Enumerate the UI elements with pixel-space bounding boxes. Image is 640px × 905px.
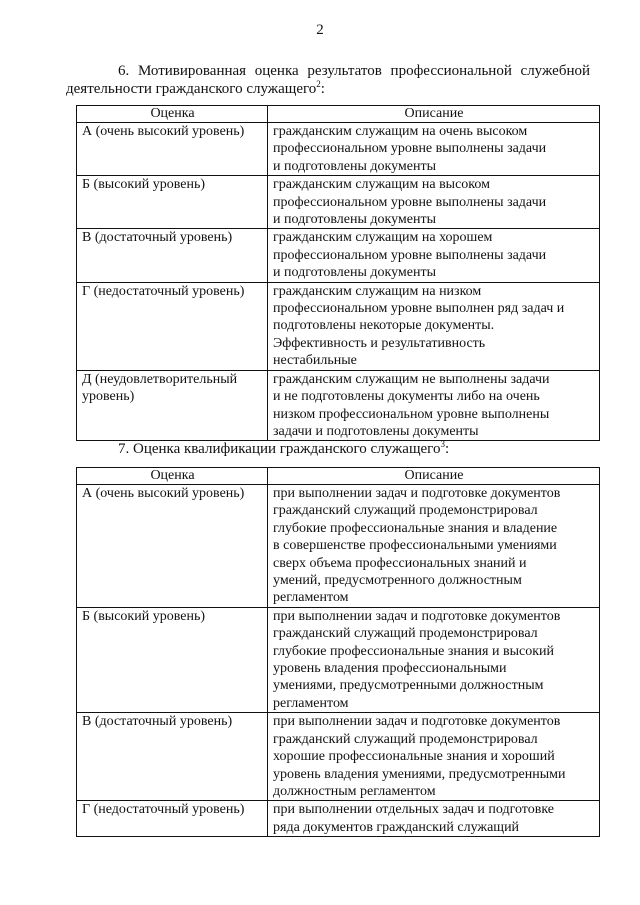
description-line: подготовлены некоторые документы. <box>273 318 495 334</box>
description-cell <box>268 229 600 282</box>
column-header-grade: Оценка <box>77 106 268 123</box>
table-row <box>77 801 600 837</box>
grade-cell: А (очень высокий уровень) <box>77 485 268 608</box>
footnote-reference: 2 <box>316 79 321 89</box>
column-header-grade: Оценка <box>77 468 268 485</box>
description-cell <box>268 370 600 441</box>
heading-colon: : <box>444 441 450 457</box>
description-line: нестабильные <box>273 353 357 369</box>
table-row <box>77 485 600 608</box>
description-line: и подготовлены документы <box>273 265 437 281</box>
description-line: профессиональном уровне выполнен ряд задач и <box>273 301 565 317</box>
description-line: умениями, предусмотренными должностным <box>273 678 544 694</box>
description-cell <box>268 123 600 176</box>
table-row <box>77 607 600 712</box>
grade-cell: Д (неудовлетворительный уровень) <box>77 370 268 441</box>
grade-cell: Г (недостаточный уровень) <box>77 282 268 370</box>
table-body <box>77 485 600 837</box>
description-line: гражданским служащим на высоком <box>273 177 490 193</box>
description-line: должностным регламентом <box>273 783 436 799</box>
description-cell <box>268 713 600 801</box>
description-line: уровень владения профессиональными <box>273 661 507 677</box>
grade-cell: В (достаточный уровень) <box>77 229 268 282</box>
description-line: гражданский служащий продемонстрировал <box>273 626 538 642</box>
description-line: сверх объема профессиональных знаний и <box>273 555 527 571</box>
table-row <box>77 176 600 229</box>
page-number: 2 <box>316 22 324 38</box>
description-line: при выполнении задач и подготовке документов <box>273 608 561 624</box>
description-line: профессиональном уровне выполнены задачи <box>273 194 547 210</box>
description-cell <box>268 176 600 229</box>
description-cell <box>268 801 600 837</box>
qualification-evaluation-table <box>76 467 600 837</box>
section-6-heading <box>66 62 590 98</box>
description-line: задачи и подготовлены документы <box>273 423 479 439</box>
description-line: регламентом <box>273 590 349 606</box>
description-line: гражданским служащим на очень высоком <box>273 124 528 139</box>
grade-cell: А (очень высокий уровень) <box>77 123 268 176</box>
section-7-heading <box>118 440 588 458</box>
description-cell <box>268 607 600 712</box>
description-line: и подготовлены документы <box>273 212 437 228</box>
description-line: низком профессиональном уровне выполнены <box>273 406 550 422</box>
table-row <box>77 229 600 282</box>
column-header-description: Описание <box>268 106 600 123</box>
description-line: при выполнении отдельных задач и подготовке <box>273 802 555 818</box>
description-line: и подготовлены документы <box>273 158 437 174</box>
description-line: ряда документов гражданский служащий <box>273 819 520 835</box>
grade-cell: В (достаточный уровень) <box>77 713 268 801</box>
grade-cell: Г (недостаточный уровень) <box>77 801 268 837</box>
column-header-description: Описание <box>268 468 600 485</box>
table-row <box>77 282 600 370</box>
table-header-row <box>77 106 600 123</box>
grade-cell: Б (высокий уровень) <box>77 176 268 229</box>
table-row <box>77 370 600 441</box>
table-body <box>77 123 600 441</box>
description-line: регламентом <box>273 695 349 711</box>
description-line: гражданским служащим не выполнены задачи <box>273 371 550 387</box>
section-6-heading-line-2 <box>66 80 590 98</box>
table-row <box>77 123 600 176</box>
description-line: при выполнении задач и подготовке документов <box>273 714 561 730</box>
description-cell <box>268 282 600 370</box>
table-row <box>77 713 600 801</box>
section-6-heading-text: деятельности гражданского служащего <box>66 81 317 97</box>
description-cell <box>268 485 600 608</box>
table-header-row <box>77 468 600 485</box>
description-line: хорошие профессиональные знания и хороший <box>273 749 555 765</box>
description-line: умений, предусмотренного должностным <box>273 573 522 589</box>
description-line: Эффективность и результативность <box>273 335 486 351</box>
description-line: гражданский служащий продемонстрировал <box>273 731 538 747</box>
description-line: уровень владения умениями, предусмотренными <box>273 766 566 782</box>
description-line: в совершенстве профессиональными умениями <box>273 538 557 554</box>
description-line: гражданским служащим на хорошем <box>273 230 493 246</box>
grade-cell: Б (высокий уровень) <box>77 607 268 712</box>
motivated-evaluation-table <box>76 105 600 441</box>
description-line: гражданский служащий продемонстрировал <box>273 503 538 519</box>
heading-colon: : <box>320 81 325 97</box>
description-line: профессиональном уровне выполнены задачи <box>273 141 547 157</box>
footnote-reference: 3 <box>440 439 445 449</box>
description-line: профессиональном уровне выполнены задачи <box>273 247 547 263</box>
description-line: при выполнении задач и подготовке документов <box>273 486 561 501</box>
section-6-heading-line-1: 6. Мотивированная оценка результатов профессиональной служебной <box>118 63 590 79</box>
description-line: гражданским служащим на низком <box>273 283 482 299</box>
section-7-heading-text: 7. Оценка квалификации гражданского служащего <box>118 441 441 457</box>
description-line: и не подготовлены документы либо на очень <box>273 389 540 405</box>
description-line: глубокие профессиональные знания и высокий <box>273 643 554 659</box>
description-line: глубокие профессиональные знания и владение <box>273 520 558 536</box>
